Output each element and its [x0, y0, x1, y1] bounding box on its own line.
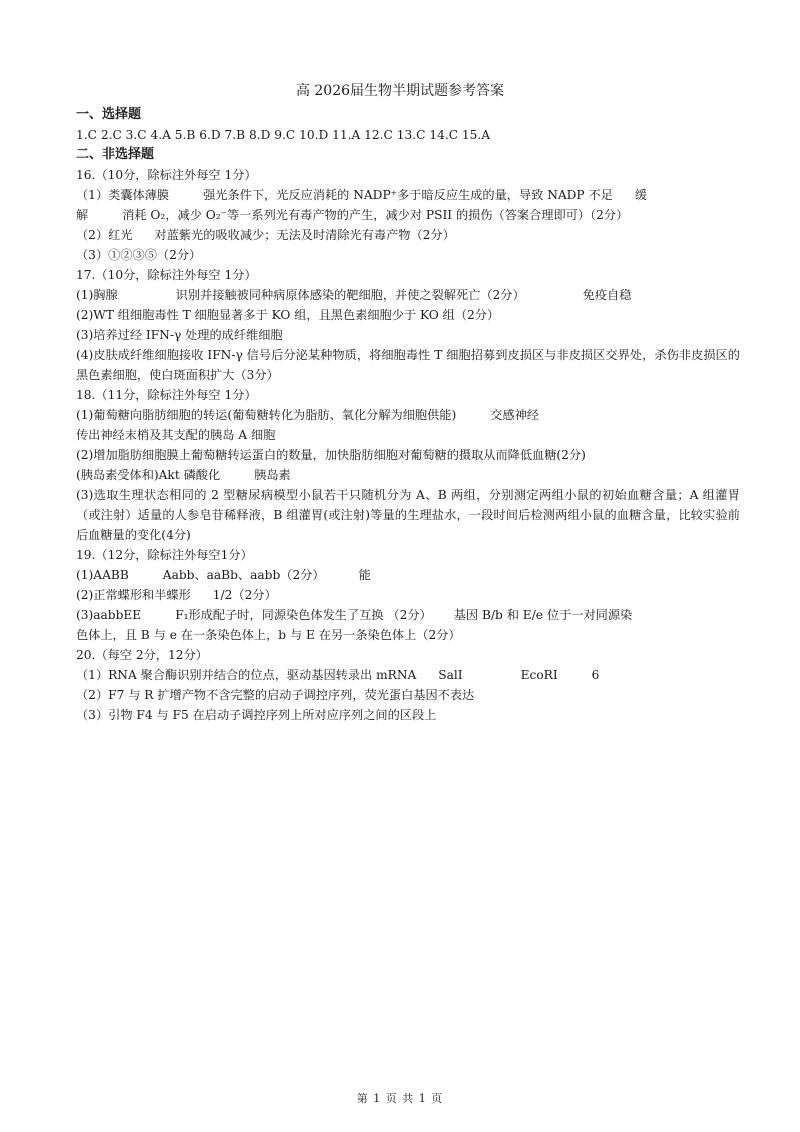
- q17-a1-part2: 识别并接触被同种病原体感染的靶细胞，并使之裂解死亡（2分）: [175, 288, 525, 302]
- answer-content: [76, 105, 740, 725]
- q18-a2b-part2: 胰岛素: [254, 468, 291, 482]
- page-footer: 第 1 页 共 1 页: [356, 1092, 444, 1105]
- q17-a1-part1: (1)胸腺: [76, 288, 118, 302]
- q17-answer-4: (4)皮肤成纤维细胞接收 IFN-γ 信号后分泌某种物质，将细胞毒性 T 细胞招募到皮损区与非皮损区交界处，杀伤非皮损区的黑色素细胞，使白斑面积扩大（3分）: [76, 348, 740, 382]
- q20-answer-1: [76, 665, 740, 685]
- q18-a2b-part1: (胰岛素受体和)Akt 磷酸化: [76, 468, 221, 482]
- q20-a1-part3: EcoRI: [520, 668, 558, 682]
- q17-a1-part3: 免疫自稳: [582, 288, 632, 302]
- q16-a1-part1: （1）类囊体薄膜: [76, 188, 170, 202]
- page-title: 高 2026届生物半期试题参考答案: [295, 83, 505, 99]
- q19-answer-3: [76, 605, 740, 625]
- q20-a1-part1: （1）RNA 聚合酶识别并结合的位点，驱动基因转录出 mRNA: [76, 668, 417, 682]
- q17-answer-1: [76, 285, 740, 305]
- q19-a3-part1: (3)aabbEE: [76, 608, 142, 622]
- q19-answer-1: [76, 565, 740, 585]
- q17-header: 17.（10分，除标注外每空 1分）: [76, 268, 257, 282]
- choice-section-heading: 一、选择题: [76, 107, 142, 122]
- q19-a3-part3: 基因 B/b 和 E/e 位于一对同源染: [453, 608, 633, 622]
- choice-answers: 1.C 2.C 3.C 4.A 5.B 6.D 7.B 8.D 9.C 10.D 11.A 12.C 13.C 14.C 15.A: [76, 128, 491, 142]
- q19-a3-part2: F₁形成配子时，同源染色体发生了互换 （2分）: [175, 608, 432, 622]
- q19-answer-3-cont: 色体上，且 B 与 e 在一条染色体上，b 与 E 在另一条染色体上（2分）: [76, 628, 461, 642]
- q18-answer-3: (3)选取生理状态相同的 2 型糖尿病模型小鼠若干只随机分为 A、B 两组，分别测定两组小鼠的初始血糖含量；A 组灌胃（或注射）适量的人参皂苷稀释液，B 组灌胃(或注射)等量的生理盐水，一段时间后检测两组小鼠的血糖含量，比较实验前后血糖量的变化(4分): [76, 488, 740, 542]
- non-choice-section-heading: 二、非选择题: [76, 147, 155, 162]
- q20-answer-3: （3）引物 F4 与 F5 在启动子调控序列上所对应序列之间的区段上: [76, 708, 437, 722]
- q18-answer-1-cont: 传出神经末梢及其支配的胰岛 A 细胞: [76, 428, 276, 442]
- q20-a1-part4: 6: [591, 668, 600, 682]
- q16-answer-1-cont: [76, 205, 740, 225]
- q16-a1-part4: 解: [76, 208, 89, 222]
- q16-a2-part2: 对蓝紫光的吸收减少；无法及时清除光有毒产物（2分）: [154, 228, 455, 242]
- q17-answer-2: (2)WT 组细胞毒性 T 细胞显著多于 KO 组，且黑色素细胞少于 KO 组（2分）: [76, 308, 500, 322]
- q19-answer-2: [76, 585, 740, 605]
- q19-a1-part3: 能: [358, 568, 371, 582]
- q16-answer-2: [76, 225, 740, 245]
- q16-header: 16.（10分，除标注外每空 1分）: [76, 168, 257, 182]
- q20-header: 20.（每空 2分，12分）: [76, 648, 208, 662]
- q19-a1-part1: (1)AABB: [76, 568, 129, 582]
- q18-a1-part2: 交感神经: [490, 408, 539, 422]
- q18-answer-2: (2)增加脂肪细胞膜上葡萄糖转运蛋白的数量，加快脂肪细胞对葡萄糖的摄取从而降低血糖(2分): [76, 448, 586, 462]
- q16-a1-part2: 强光条件下，光反应消耗的 NADP⁺多于暗反应生成的量，导致 NADP 不足: [203, 188, 613, 202]
- q18-answer-2b: [76, 465, 740, 485]
- q16-a1-part5: 消耗 O₂，减少 O₂⁻等一系列光有毒产物的产生，减少对 PSII 的损伤（答案合理即可）（2分）: [122, 208, 629, 222]
- q16-answer-3: （3）①②③⑤（2分）: [76, 248, 202, 262]
- q18-answer-1: [76, 405, 740, 425]
- q19-a2-part2: 1/2（2分）: [212, 588, 277, 602]
- q18-header: 18.（11分，除标注外每空 1分）: [76, 388, 257, 402]
- q16-a1-part3: 缓: [634, 188, 648, 202]
- q19-a1-part2: Aabb、aaBb、aabb（2分）: [162, 568, 325, 582]
- q17-answer-3: (3)培养过经 IFN-γ 处理的成纤维细胞: [76, 328, 283, 342]
- q16-answer-1: [76, 185, 740, 205]
- q19-a2-part1: (2)正常蝶形和半蝶形: [76, 588, 191, 602]
- q16-a2-part1: （2）红光: [76, 228, 133, 242]
- q18-a1-part1: (1)葡萄糖向脂肪细胞的转运(葡萄糖转化为脂肪、氧化分解为细胞供能): [76, 408, 457, 422]
- q20-a1-part2: SalI: [438, 668, 463, 682]
- q19-header: 19.（12分，除标注外每空1分）: [76, 548, 253, 562]
- q20-answer-2: （2）F7 与 R 扩增产物不含完整的启动子调控序列，荧光蛋白基因不表达: [76, 688, 475, 702]
